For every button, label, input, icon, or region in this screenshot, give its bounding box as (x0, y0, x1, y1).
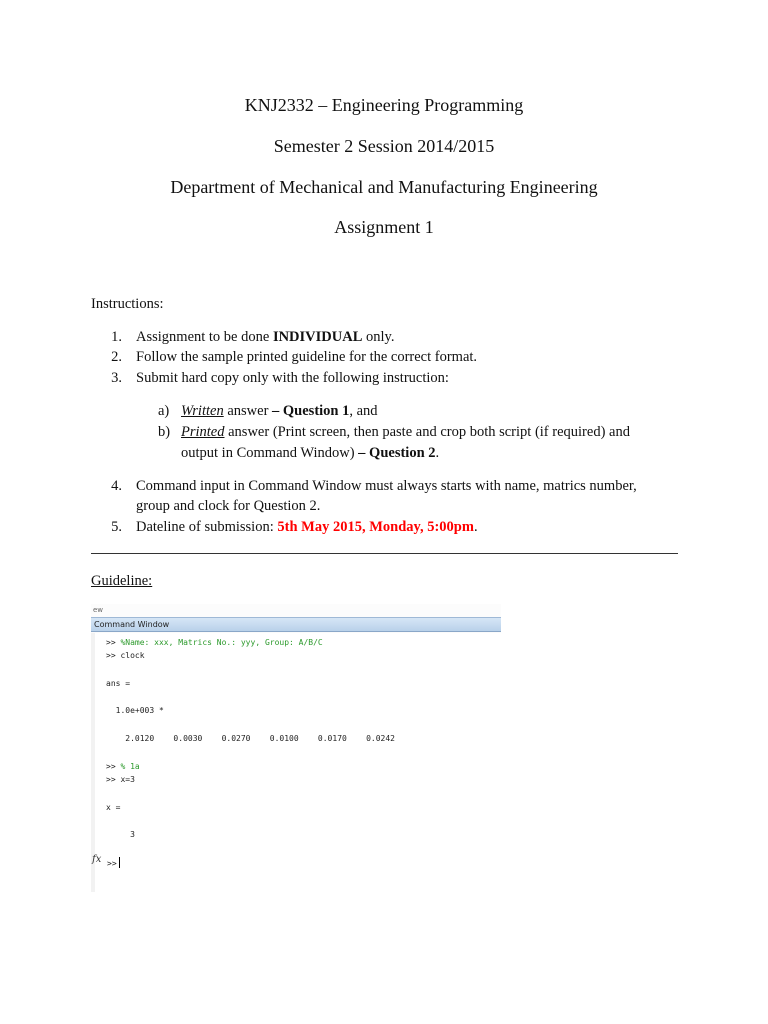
course-title: KNJ2332 – Engineering Programming (244, 95, 524, 115)
instruction-item-4-line-1: Command input in Command Window must always starts with name, matrics number, (136, 478, 637, 494)
guideline-heading: Guideline: (91, 573, 153, 589)
command-line-name: >> %Name: xxx, Matrics No.: yyy, Group: A/B/C (106, 638, 323, 647)
instruction-item-2: Follow the sample printed guideline for the correct format. (136, 349, 478, 365)
instruction-item-4-line-2: group and clock for Question 2. (136, 498, 321, 514)
submission-deadline: 5th May 2015, Monday, 5:00pm (277, 519, 474, 535)
fx-icon: fx (92, 854, 102, 865)
command-prompt-input[interactable]: >> (107, 857, 120, 869)
command-line-clock: >> clock (106, 651, 145, 660)
item-number: 3. (111, 370, 122, 386)
semester-line: Semester 2 Session 2014/2015 (273, 136, 495, 156)
output-x: x = (106, 803, 121, 812)
department-line: Department of Mechanical and Manufacturing Engineering (170, 177, 598, 197)
output-scale: 1.0e+003 * (106, 706, 164, 715)
item-number: 4. (111, 478, 122, 494)
sub-item-label: b) (158, 424, 171, 440)
command-line-comment: >> % 1a (106, 762, 140, 771)
output-ans: ans = (106, 679, 131, 688)
sub-item-b-line-2: output in Command Window) – Question 2. (181, 445, 440, 461)
instruction-item-5: Dateline of submission: 5th May 2015, Monday, 5:00pm. (136, 519, 478, 535)
item-number: 1. (111, 329, 122, 345)
sub-item-b-line-1: Printed answer (Print screen, then paste and crop both script (if required) and (181, 424, 630, 440)
item-number: 5. (111, 519, 122, 535)
command-line-assign: >> x=3 (106, 775, 135, 784)
assignment-title: Assignment 1 (334, 217, 434, 237)
instructions-heading: Instructions: (91, 296, 164, 312)
command-window-body (91, 633, 501, 892)
instruction-item-1: Assignment to be done INDIVIDUAL only. (136, 329, 395, 345)
window-top-strip: ew (91, 604, 501, 617)
command-window-screenshot (91, 604, 501, 892)
separator-line (91, 553, 678, 554)
sub-item-a: Written answer – Question 1, and (181, 403, 378, 419)
sub-item-label: a) (158, 403, 170, 419)
command-window-titlebar: Command Window (91, 617, 501, 632)
text-cursor (119, 857, 120, 868)
output-x-value: 3 (106, 830, 135, 839)
item-number: 2. (111, 349, 122, 365)
output-clock-values: 2.0120 0.0030 0.0270 0.0100 0.0170 0.0242 (106, 734, 395, 743)
instruction-item-3: Submit hard copy only with the following instruction: (136, 370, 449, 386)
